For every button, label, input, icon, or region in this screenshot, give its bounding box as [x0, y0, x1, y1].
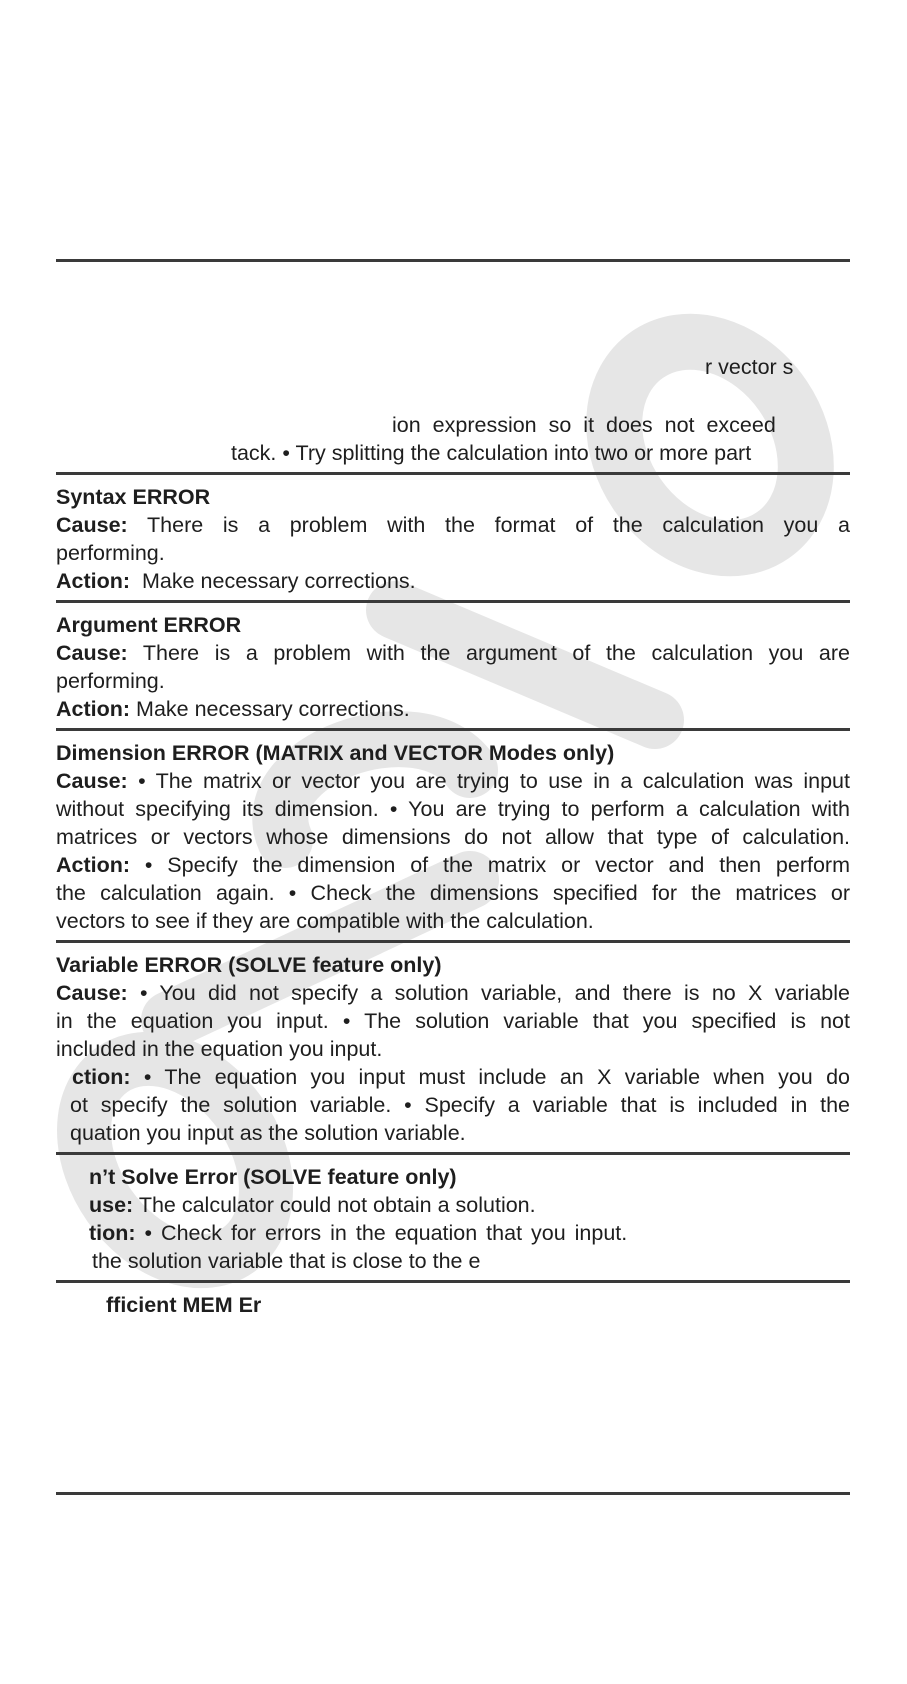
cause-text: There is a problem with the format of the calculation you a	[147, 513, 850, 537]
cause-line: performing.	[56, 541, 165, 565]
action-label: tion:	[89, 1221, 136, 1245]
section-divider	[56, 1280, 850, 1283]
cause-line	[56, 511, 850, 539]
section-divider	[56, 1152, 850, 1155]
action-label: Action:	[56, 853, 131, 877]
error-title: fficient MEM Er	[106, 1293, 262, 1317]
action-text: • The equation you input must include an X variable when you do	[143, 1065, 850, 1089]
action-line	[56, 695, 410, 723]
error-title: Variable ERROR (SOLVE feature only)	[56, 953, 442, 977]
cause-label: use:	[89, 1193, 134, 1217]
cause-text: The calculator could not obtain a solution.	[138, 1193, 536, 1217]
error-title: Syntax ERROR	[56, 485, 211, 509]
cause-label: Cause:	[56, 981, 128, 1005]
partial-text-line: tack. • Try splitting the calculation into two or more part	[231, 441, 752, 465]
action-text: • Check for errors in the equation that you input.	[144, 1221, 628, 1245]
partial-text-line: ion expression so it does not exceed	[392, 413, 776, 437]
cause-line: in the equation you input. • The solution variable that you specified is not	[56, 1009, 850, 1033]
action-line	[56, 567, 416, 595]
error-title: n’t Solve Error (SOLVE feature only)	[89, 1165, 457, 1189]
cause-text: There is a problem with the argument of the calculation you are	[142, 641, 850, 665]
action-line	[72, 1063, 850, 1091]
cause-line	[56, 639, 850, 667]
cause-line: matrices or vectors whose dimensions do not allow that type of calculation.	[56, 825, 850, 849]
cause-label: Cause:	[56, 641, 128, 665]
section-divider	[56, 728, 850, 731]
cause-line: without specifying its dimension. • You are trying to perform a calculation with	[56, 797, 850, 821]
cause-text: • The matrix or vector you are trying to use in a calculation was input	[138, 769, 850, 793]
cause-line	[89, 1191, 536, 1219]
action-text: • Specify the dimension of the matrix or vector and then perform	[144, 853, 850, 877]
action-line	[89, 1219, 627, 1247]
action-line: ot specify the solution variable. • Specify a variable that is included in the	[70, 1093, 850, 1117]
cause-label: Cause:	[56, 769, 128, 793]
action-text: Make necessary corrections.	[136, 697, 410, 721]
partial-text-line: r vector s	[705, 355, 794, 379]
cause-label: Cause:	[56, 513, 128, 537]
section-divider	[56, 940, 850, 943]
cause-line	[56, 979, 850, 1007]
action-label: ction:	[72, 1065, 131, 1089]
action-label: Action:	[56, 569, 131, 593]
cause-line: included in the equation you input.	[56, 1037, 383, 1061]
section-divider	[56, 472, 850, 475]
error-title: Dimension ERROR (MATRIX and VECTOR Modes only)	[56, 741, 615, 765]
action-line: vectors to see if they are compatible with the calculation.	[56, 909, 594, 933]
action-line: the solution variable that is close to the e	[92, 1249, 481, 1273]
action-text: Make necessary corrections.	[142, 569, 416, 593]
cause-text: • You did not specify a solution variable, and there is no X variable	[140, 981, 850, 1005]
section-divider	[56, 600, 850, 603]
action-line	[56, 851, 850, 879]
cause-line: performing.	[56, 669, 165, 693]
bottom-divider	[56, 1492, 850, 1495]
top-divider	[56, 259, 850, 262]
action-line: the calculation again. • Check the dimensions specified for the matrices or	[56, 881, 850, 905]
error-title: Argument ERROR	[56, 613, 242, 637]
cause-line	[56, 767, 850, 795]
action-label: Action:	[56, 697, 131, 721]
action-line: quation you input as the solution variable.	[70, 1121, 466, 1145]
